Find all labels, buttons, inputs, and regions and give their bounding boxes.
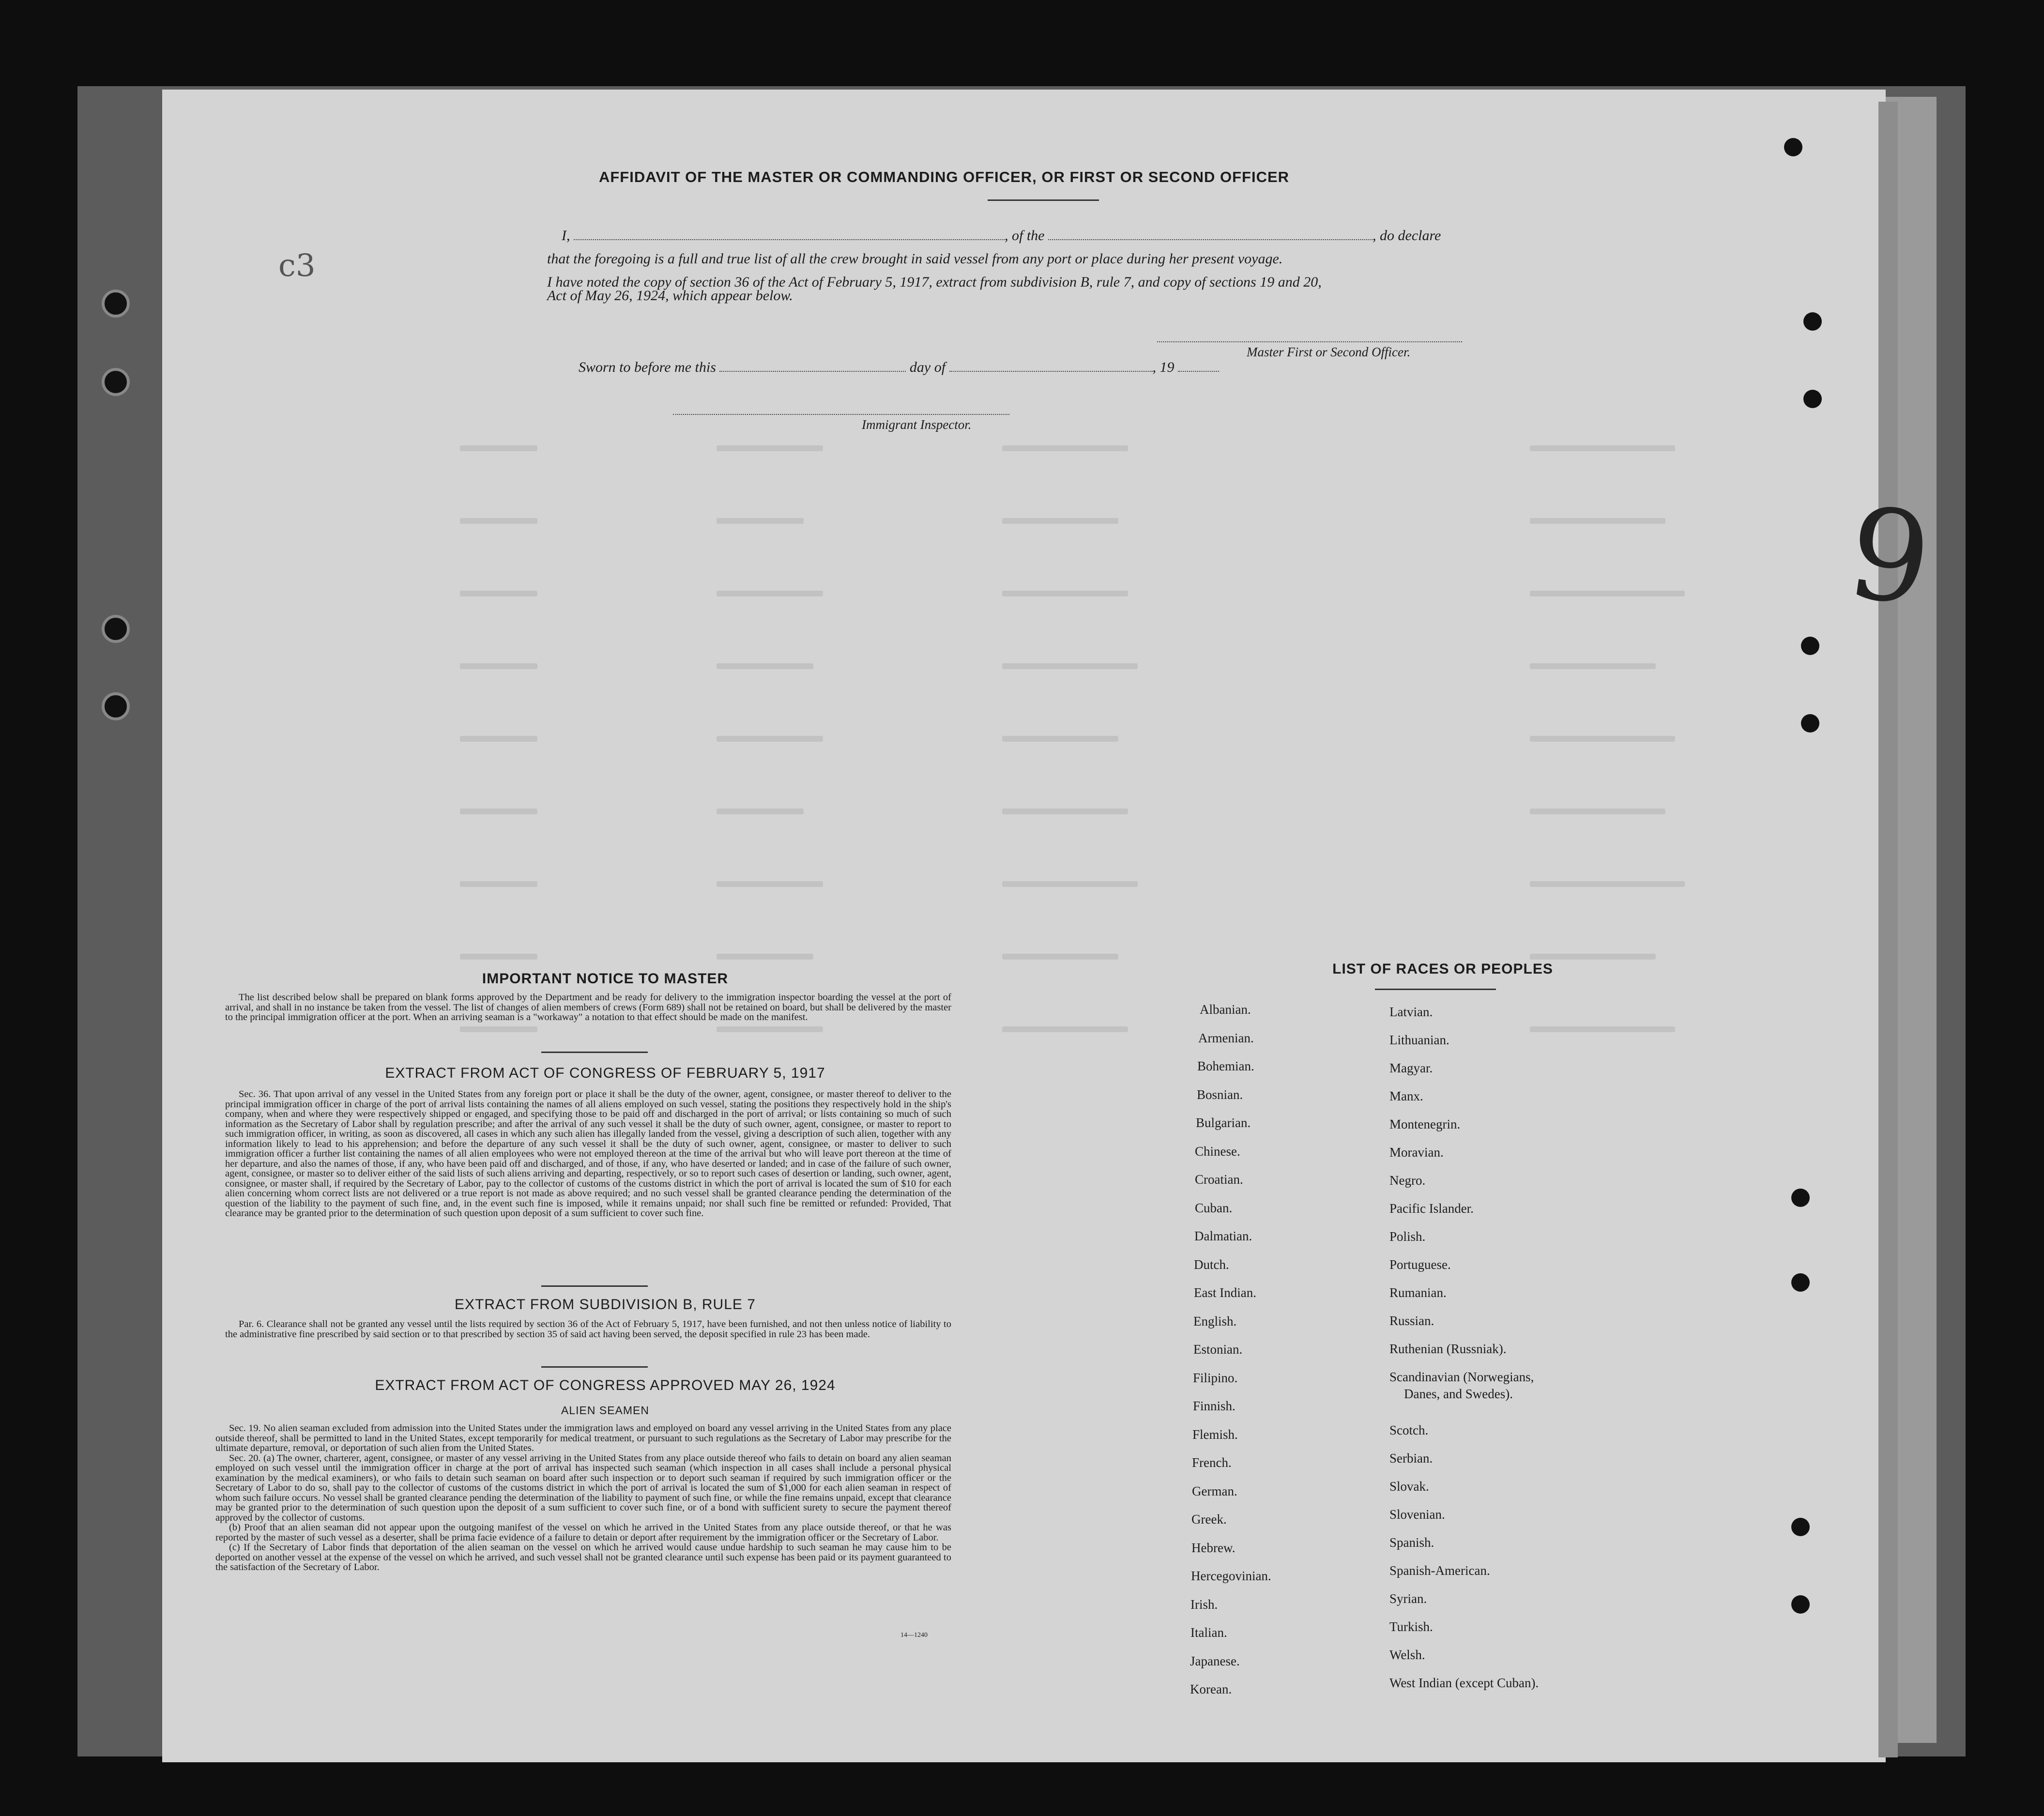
notice-text: The list described below shall be prepared on blank forms approved by the Department and be ready for delivery to the immigration inspector boarding the vessel at the port of arrival, and shall in no instance be taken from the vessel. The list of changes of alien members of crews (Form 689) shall not be retained on board, but shall be delivered by the master to the principal immigration officer at the port. When an arriving seaman is a "workaway" a notation to that effect should be made on the manifest. [225, 992, 951, 1022]
race-item: Scotch. [1389, 1423, 1429, 1437]
binder-hole [1791, 1518, 1810, 1536]
race-item: West Indian (except Cuban). [1389, 1676, 1539, 1690]
binder-hole [1791, 1273, 1810, 1292]
sec-20c-text: (c) If the Secretary of Labor finds that deportation of the alien seaman on the vessel on which he arrived would cause undue hardship to such seaman he may cause him to be deported on another vessel at the expense of the vessel on which he arrived, and such vessel shall not be granted clearance until such expense has been paid or its payment guaranteed to the satisfaction of the Secretary of Labor. [215, 1542, 951, 1572]
affidavit-title: AFFIDAVIT OF THE MASTER OR COMMANDING OFFICER, OR FIRST OR SECOND OFFICER [598, 168, 1290, 185]
race-item: Russian. [1389, 1313, 1434, 1328]
race-item: Serbian. [1389, 1451, 1433, 1465]
master-signature-field[interactable] [1157, 341, 1462, 342]
extract-1917-text: Sec. 36. That upon arrival of any vessel in the United States from any foreign port or place it shall be the duty of the owner, agent, consignee, or master thereof to deliver to the principal immigration officer in charge of the port of arrival lists containing the names of all aliens employed on such vessel, stating the positions they respectively hold in the ship's company, when and where they were respectively shipped or engaged, and specifying those to be paid off and discharged in the port of arrival; or lists containing so much of such information as the Secretary of Labor shall by regulation prescribe; and after the arrival of any such vessel it shall be the duty of such owner, agent, consignee, or master to report to such immigration officer, in writing, as soon as discovered, all cases in which any such alien has illegally landed from the vessel, giving a description of such alien, together with any information likely to lead to his apprehension; and before the departure of any such vessel it shall be the duty of such owner, agent, consignee, or master to deliver to such immigration officer a further list containing the names of all alien employees who were not employed thereon at the time of the arrival but who will leave port thereon at the time of her departure, and also the names of those, if any, who have been paid off and discharged, and of those, if any, who have deserted or landed; and in case of the failure of such owner, agent, consignee, or master so to deliver either of the said lists of such aliens arriving and departing, respectively, or so to report such cases of desertion or landing, such owner, agent, consignee, or master shall, if required by the Secretary of Labor, pay to the collector of customs of the customs district in which the port of arrival is located the sum of $10 for each alien concerning whom correct lists are not delivered or a true report is not made as above required; and no such vessel shall be granted clearance pending the determination of the question of the liability to the payment of such fine, and, in the event such fine is imposed, while it remains unpaid; nor shall such fine be remitted or refunded: Provided, That clearance may be granted prior to the determination of such question upon deposit of a sum sufficient to cover such fine. [225, 1089, 951, 1219]
race-item: Korean. [1190, 1682, 1232, 1696]
binder-hole [1803, 390, 1822, 408]
section-divider [541, 1052, 648, 1053]
race-item: East Indian. [1194, 1285, 1256, 1300]
race-item: Bosnian. [1197, 1087, 1243, 1102]
race-item: German. [1192, 1483, 1237, 1498]
race-item: Hebrew. [1191, 1540, 1236, 1555]
notice-title: IMPORTANT NOTICE TO MASTER [482, 971, 729, 987]
race-item: Pacific Islander. [1389, 1201, 1474, 1216]
race-item: French. [1192, 1455, 1232, 1470]
section-divider [541, 1285, 648, 1287]
race-item: Lithuanian. [1389, 1033, 1449, 1047]
binder-hole [102, 290, 130, 318]
year-prefix: , 19 [1152, 359, 1175, 375]
binder-hole [1791, 1189, 1810, 1207]
subdivision-b-text: Par. 6. Clearance shall not be granted any vessel until the lists required by section 36 of the Act of February 5, 1917, have been furnished, and not then unless notice of liability to the administrative fine prescribed by said section or to that prescribed by section 35 of said act having been served, the deposit specified in rule 23 has been made. [225, 1319, 951, 1340]
race-item: Japanese. [1190, 1653, 1240, 1668]
binder-hole [1784, 138, 1802, 156]
race-item: Dutch. [1194, 1257, 1229, 1272]
race-item: Estonian. [1193, 1342, 1243, 1357]
race-item: Filipino. [1193, 1370, 1238, 1385]
master-name-field[interactable] [574, 229, 1005, 240]
inspector-signature-label: Immigrant Inspector. [862, 417, 972, 432]
binder-hole [1801, 714, 1819, 733]
race-item: Moravian. [1389, 1145, 1444, 1160]
inspector-signature-field[interactable] [673, 414, 1009, 415]
extract-1917-title: EXTRACT FROM ACT OF CONGRESS OF FEBRUARY 5, 1917 [385, 1065, 825, 1081]
race-item: Turkish. [1389, 1619, 1433, 1634]
race-item: Spanish. [1389, 1535, 1434, 1550]
extract-1924-title: EXTRACT FROM ACT OF CONGRESS APPROVED MAY 26, 1924 [375, 1377, 836, 1393]
race-item: Italian. [1190, 1625, 1227, 1640]
binder-hole [102, 692, 130, 720]
affidavit-line-2: that the foregoing is a full and true list of all the crew brought in said vessel from any port or place during her present voyage. [547, 251, 1283, 267]
affidavit-of-the: , of the [1005, 228, 1045, 244]
affidavit-line-4: Act of May 26, 1924, which appear below. [547, 288, 793, 304]
race-item: Armenian. [1198, 1030, 1254, 1045]
race-item: Spanish-American. [1389, 1563, 1490, 1578]
race-item: Greek. [1191, 1512, 1227, 1526]
affidavit-declaration-line [562, 228, 1441, 244]
sec-19-text: Sec. 19. No alien seaman excluded from admission into the United States under the immigration laws and employed on board any vessel arriving in the United States from any place outside thereof, shall be permitted to land in the United States, except temporarily for medical treatment, or pursuant to such regulations as the Secretary of Labor may prescribe for the ultimate departure, removal, or deportation of such alien from the United States. [215, 1423, 951, 1453]
race-item: Albanian. [1200, 1002, 1251, 1017]
alien-seamen-subtitle: ALIEN SEAMEN [561, 1404, 649, 1417]
section-divider [541, 1366, 648, 1368]
binder-hole [1791, 1595, 1810, 1614]
race-item: Polish. [1389, 1229, 1426, 1244]
sworn-label: Sworn to before me this [579, 359, 716, 375]
bleed-through-text [445, 436, 1874, 1138]
race-item: Irish. [1190, 1597, 1218, 1612]
race-item: Cuban. [1195, 1200, 1233, 1215]
race-item: Bohemian. [1197, 1059, 1254, 1073]
extract-1924-text [215, 1423, 951, 1572]
race-item: Hercegovinian. [1191, 1569, 1271, 1583]
race-item: Chinese. [1195, 1144, 1240, 1159]
subdivision-b-title: EXTRACT FROM SUBDIVISION B, RULE 7 [455, 1297, 756, 1312]
form-number: 14—1240 [900, 1632, 928, 1639]
race-item: Flemish. [1192, 1427, 1238, 1442]
race-item: Portuguese. [1389, 1257, 1451, 1272]
race-item: Syrian. [1389, 1591, 1427, 1606]
race-item: English. [1193, 1313, 1237, 1328]
affidavit-do-declare: , do declare [1373, 228, 1441, 244]
day-of-label: day of [909, 359, 946, 375]
binder-hole [102, 615, 130, 643]
race-item: Magyar. [1389, 1061, 1433, 1075]
binder-hole [1801, 637, 1819, 655]
race-item: Ruthenian (Russniak). [1389, 1342, 1507, 1356]
affidavit-i: I, [562, 228, 570, 244]
sec-20a-text: Sec. 20. (a) The owner, charterer, agent, consignee, or master of any vessel arriving in the United States from any place outside thereof who fails to detain on board any alien seaman employed on such vessel until the immigration officer in charge at the port of arrival has inspected such seaman (which inspection in all cases shall include a personal physical examination by the medical examiners), or who fails to detain such seaman on board after such inspection or to deport such seaman if required by such immigration officer or the Secretary of Labor to do so, shall pay to the collector of customs of the customs district in which the port of arrival is located the sum of $1,000 for each alien seaman in respect of whom such failure occurs. No vessel shall be granted clearance pending the determination of the liability to payment of such fine, or while the fine remains unpaid, except that clearance may be granted prior to the determination of such question upon the deposit of a sum sufficient to cover such fine, or of a bond with sufficient surety to secure the payment thereof approved by the collector of customs. [215, 1452, 951, 1523]
race-item: Scandinavian (Norwegians, [1389, 1370, 1534, 1384]
sec-20b-text: (b) Proof that an alien seaman did not appear upon the outgoing manifest of the vessel on which he arrived in the United States from any place outside thereof, or that he was reported by the master of such vessel as a deserter, shall be prima facie evidence of a failure to detain or deport after requirement by the immigration officer or the Secretary of Labor. [215, 1522, 951, 1543]
races-title: LIST OF RACES OR PEOPLES [1332, 961, 1553, 977]
race-item: Dalmatian. [1194, 1229, 1252, 1243]
race-item: Croatian. [1195, 1172, 1243, 1187]
race-item: Latvian. [1389, 1005, 1433, 1019]
race-item: Welsh. [1389, 1648, 1425, 1662]
sworn-day-field[interactable] [719, 360, 906, 372]
master-signature-label: Master First or Second Officer. [1247, 345, 1411, 359]
race-item: Bulgarian. [1196, 1115, 1251, 1130]
race-item: Slovenian. [1389, 1507, 1445, 1522]
handwritten-mark: c3 [278, 248, 316, 284]
sworn-line [579, 359, 1219, 376]
binder-hole [102, 368, 130, 396]
sworn-year-field[interactable] [1178, 360, 1219, 372]
races-title-rule [1375, 989, 1496, 990]
race-item: Rumanian. [1389, 1285, 1447, 1300]
handwritten-page-number: 9 [1839, 479, 1939, 636]
binder-hole [1803, 312, 1822, 331]
sworn-month-field[interactable] [949, 360, 1153, 372]
race-item: Danes, and Swedes). [1404, 1387, 1513, 1401]
vessel-name-field[interactable] [1048, 229, 1373, 240]
race-item: Manx. [1389, 1089, 1423, 1103]
race-item: Montenegrin. [1389, 1117, 1461, 1131]
affidavit-title-rule [988, 199, 1099, 201]
affidavit-line-3: I have noted the copy of section 36 of the Act of February 5, 1917, extract from subdivision B, rule 7, and copy of sections 19 and 20, [547, 274, 1322, 290]
race-item: Negro. [1389, 1173, 1426, 1188]
race-item: Finnish. [1193, 1399, 1236, 1413]
page-edge-shadow [1878, 102, 1898, 1757]
race-item: Slovak. [1389, 1479, 1429, 1494]
